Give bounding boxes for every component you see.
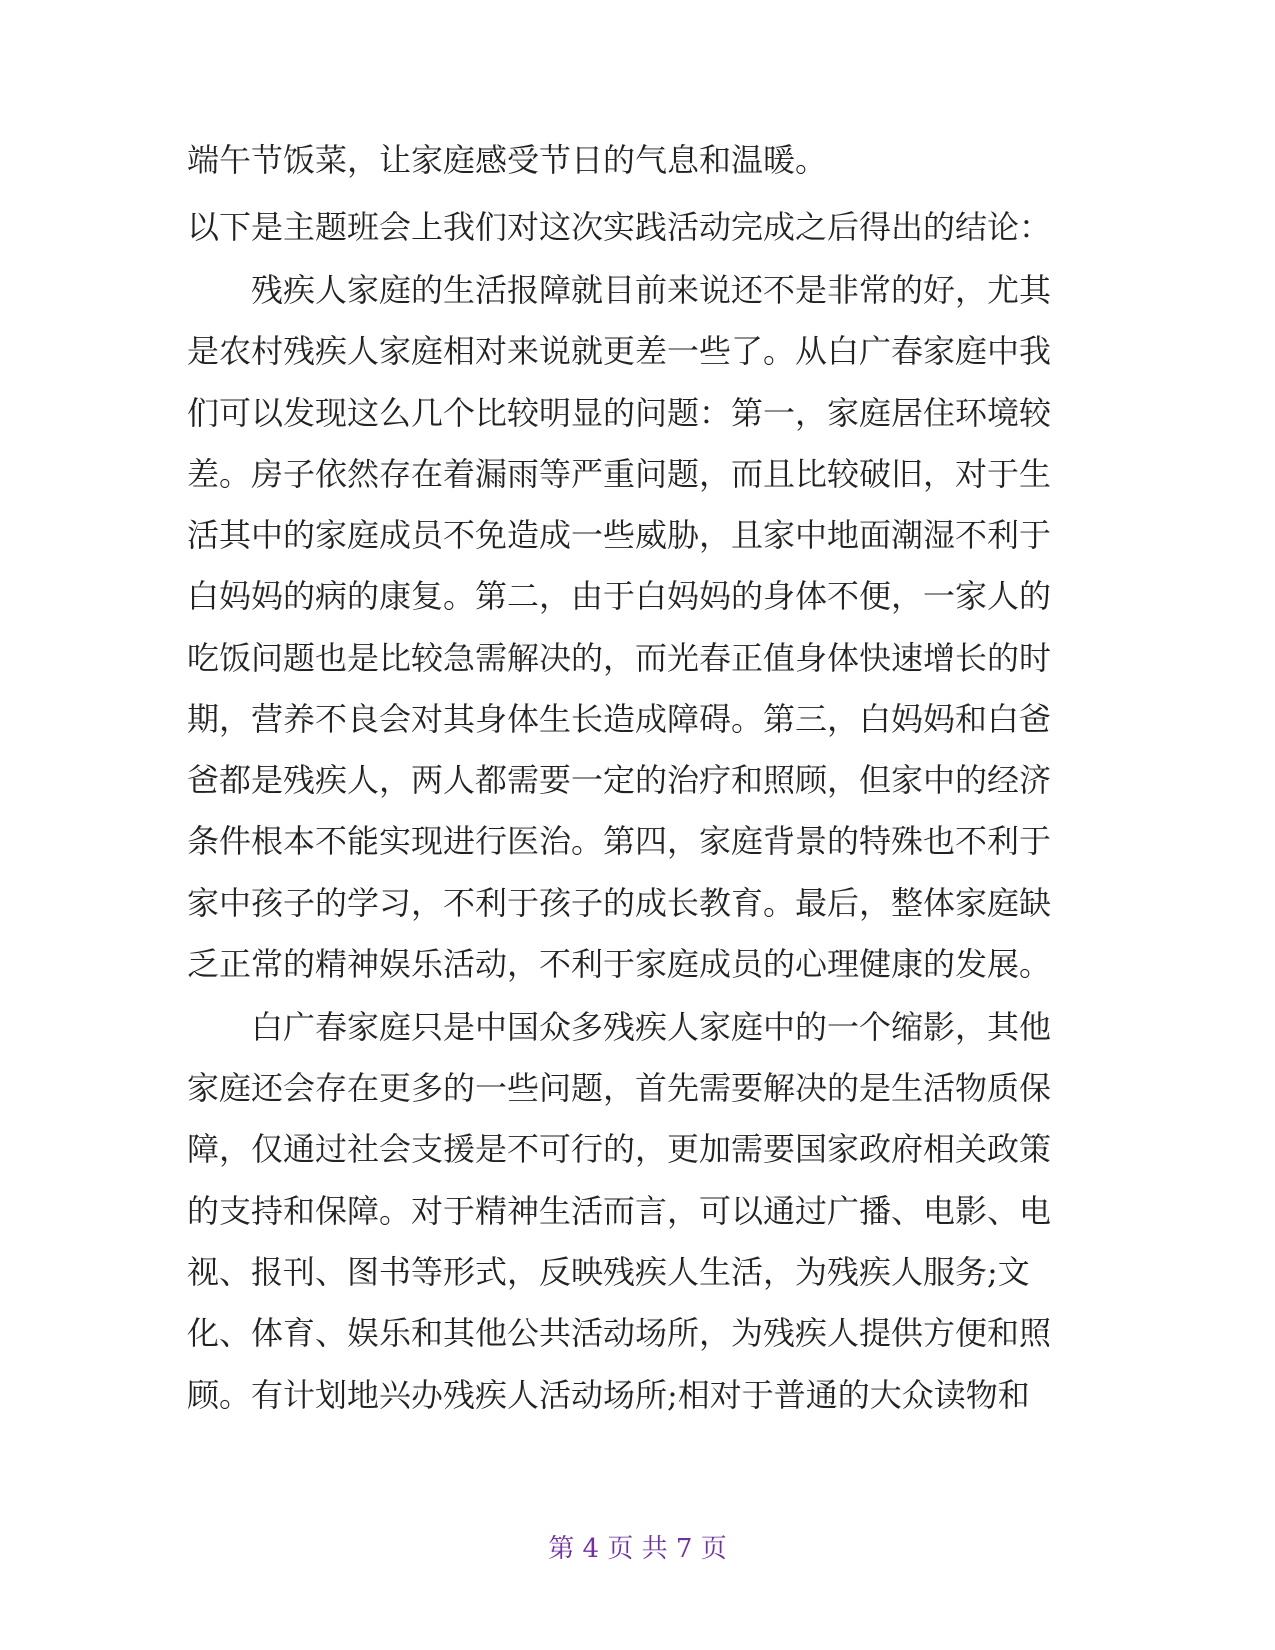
text-line: 爸都是残疾人，两人都需要一定的治疗和照顾，但家中的经济 <box>187 761 1052 799</box>
text-line: 差。房子依然存在着漏雨等严重问题，而且比较破旧，对于生 <box>187 455 1052 493</box>
text-line: 是农村残疾人家庭相对来说就更差一些了。从白广春家庭中我 <box>187 332 1052 370</box>
text-line: 吃饭问题也是比较急需解决的，而光春正值身体快速增长的时 <box>187 639 1052 677</box>
text-line: 障，仅通过社会支援是不可行的，更加需要国家政府相关政策 <box>187 1130 1052 1168</box>
text-line: 视、报刊、图书等形式，反映残疾人生活，为残疾人服务;文 <box>187 1253 1030 1291</box>
text-line: 的支持和保障。对于精神生活而言，可以通过广播、电影、电 <box>187 1192 1052 1230</box>
text-line: 家庭还会存在更多的一些问题，首先需要解决的是生活物质保 <box>187 1069 1052 1107</box>
text-line: 乏正常的精神娱乐活动，不利于家庭成员的心理健康的发展。 <box>187 945 1052 983</box>
page-number-footer: 第 4 页 共 7 页 <box>548 1534 727 1564</box>
text-line: 端午节饭菜，让家庭感受节日的气息和温暖。 <box>187 141 828 179</box>
text-line: 家中孩子的学习，不利于孩子的成长教育。最后，整体家庭缺 <box>187 884 1052 922</box>
text-line: 以下是主题班会上我们对这次实践活动完成之后得出的结论： <box>187 208 1052 246</box>
text-line: 残疾人家庭的生活报障就目前来说还不是非常的好，尤其 <box>187 271 1052 309</box>
text-line: 白广春家庭只是中国众多残疾人家庭中的一个缩影，其他 <box>187 1008 1052 1046</box>
text-line: 们可以发现这么几个比较明显的问题：第一，家庭居住环境较 <box>187 394 1052 432</box>
text-line: 期，营养不良会对其身体生长造成障碍。第三，白妈妈和白爸 <box>187 700 1052 738</box>
text-line: 顾。有计划地兴办残疾人活动场所;相对于普通的大众读物和 <box>187 1376 1030 1414</box>
text-line: 白妈妈的病的康复。第二，由于白妈妈的身体不便，一家人的 <box>187 577 1052 615</box>
text-line: 条件根本不能实现进行医治。第四，家庭背景的特殊也不利于 <box>187 822 1052 860</box>
text-line: 活其中的家庭成员不免造成一些威胁，且家中地面潮湿不利于 <box>187 516 1052 554</box>
text-line: 化、体育、娱乐和其他公共活动场所，为残疾人提供方便和照 <box>187 1314 1052 1352</box>
